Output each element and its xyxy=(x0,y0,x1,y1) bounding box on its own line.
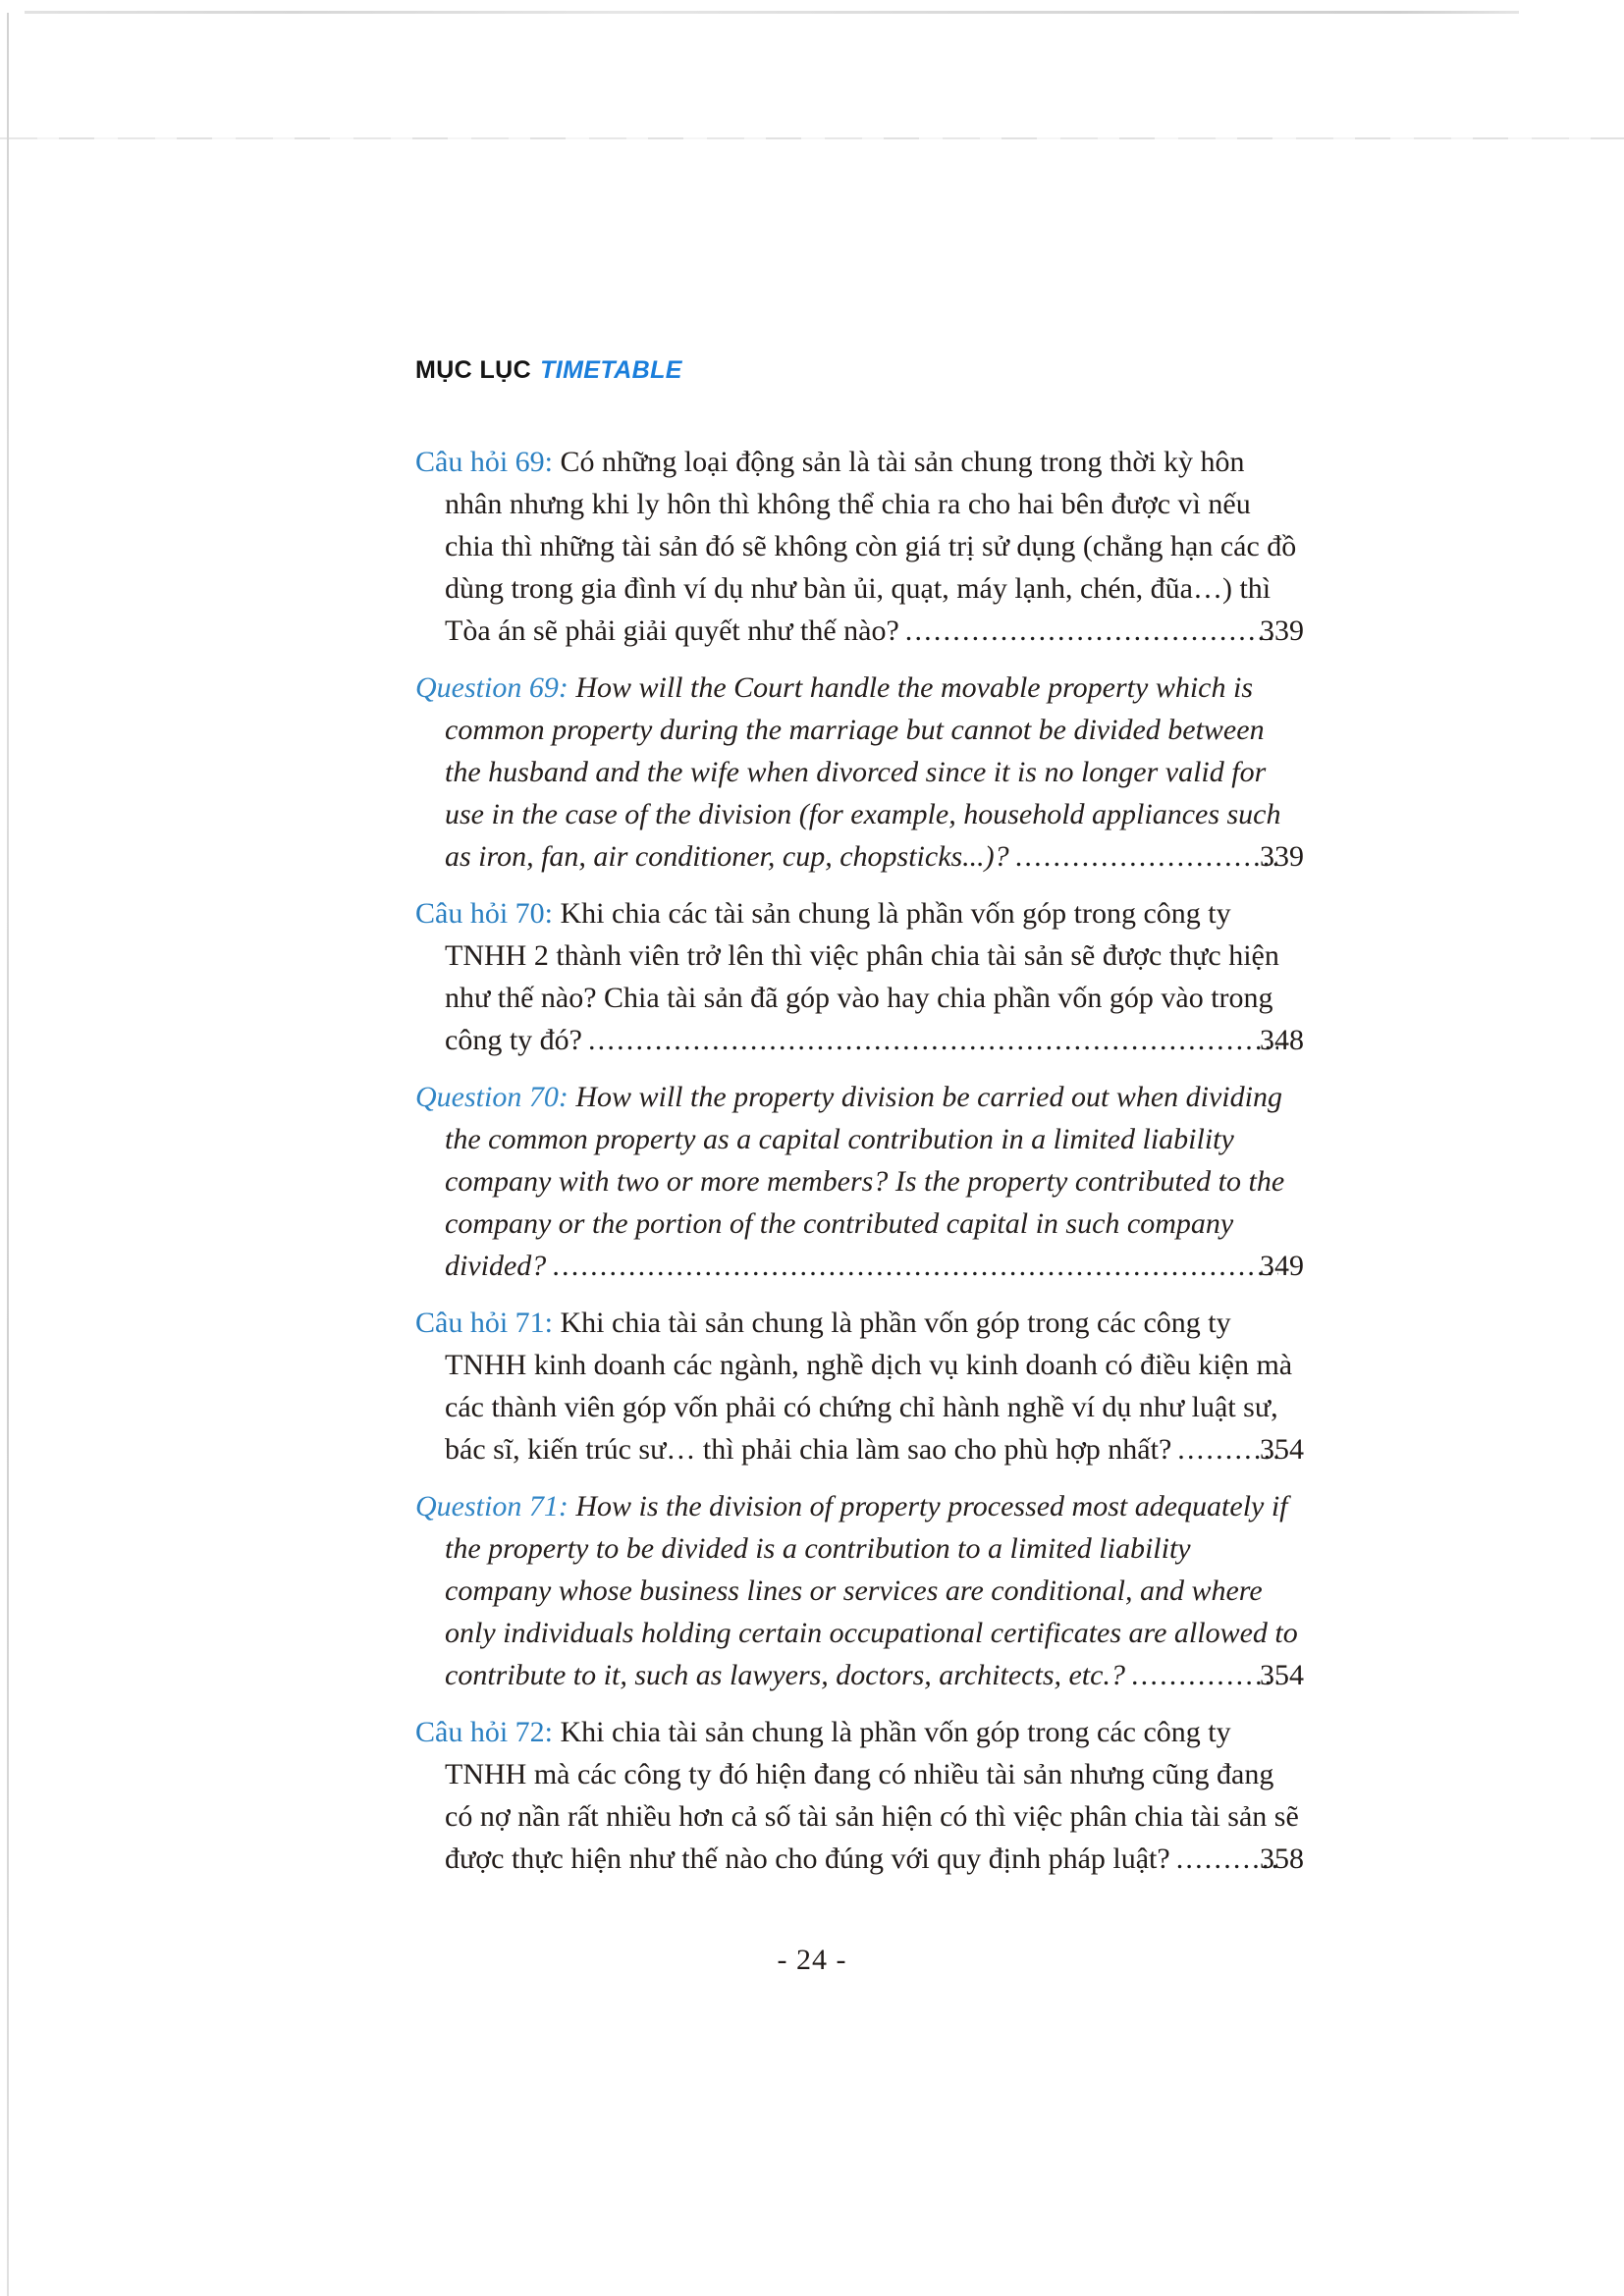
toc-entry-label: Question 70: xyxy=(415,1081,568,1113)
toc-entry-text: Khi chia tài sản chung là phần vốn góp trong các công ty TNHH kinh doanh các ngành, nghề dịch vụ kinh doanh có điều kiện mà các thành viên góp vốn phải có chứng chỉ hành nghề ví dụ như luật sư, bác sĩ, kiến trúc sư… thì phải chia làm sao cho phù hợp nhất? xyxy=(445,1307,1293,1466)
scan-edge-top xyxy=(25,11,1519,14)
toc-entry-cau-hoi-69 xyxy=(415,441,1304,652)
page-header xyxy=(415,356,1304,385)
toc-entry-question-70 xyxy=(415,1076,1304,1287)
toc-entry-cau-hoi-72 xyxy=(415,1711,1304,1880)
toc-page-number: 348 xyxy=(1278,1019,1304,1061)
toc-entry-label: Câu hỏi 70: xyxy=(415,897,553,930)
dot-leader xyxy=(1171,1428,1177,1470)
dot-leader xyxy=(899,610,905,652)
toc-page-number: 354 xyxy=(1278,1428,1304,1470)
page-number-footer: - 24 - xyxy=(777,1944,847,1976)
toc-page-number: 339 xyxy=(1278,610,1304,652)
header-title-english: TIMETABLE xyxy=(540,356,682,384)
toc-page-number: 339 xyxy=(1278,835,1304,878)
toc-entry-text: Khi chia tài sản chung là phần vốn góp trong các công ty TNHH mà các công ty đó hiện đang có nhiều tài sản nhưng cũng đang có nợ nần rất nhiều hơn cả số tài sản hiện có thì việc phân chia tài sản sẽ được thực hiện như thế nào cho đúng với quy định pháp luật? xyxy=(445,1716,1299,1875)
toc-page-number: 354 xyxy=(1278,1654,1304,1696)
toc-entry-text: Có những loại động sản là tài sản chung trong thời kỳ hôn nhân nhưng khi ly hôn thì không thể chia ra cho hai bên được vì nếu chia thì những tài sản đó sẽ không còn giá trị sử dụng (chẳng hạn các đồ dùng trong gia đình ví dụ như bàn ủi, quạt, máy lạnh, chén, đũa…) thì Tòa án sẽ phải giải quyết như thế nào? xyxy=(445,446,1297,647)
toc-entry-text: How will the Court handle the movable property which is common property during the marriage but cannot be divided between the husband and the wife when divorced since it is no longer valid for use in the case of the division (for example, household appliances such as iron, fan, air conditioner, cup, chopsticks...)? xyxy=(445,671,1281,873)
dot-leader xyxy=(582,1019,588,1061)
dot-leader xyxy=(546,1245,552,1287)
scan-line-middle xyxy=(0,137,1624,139)
toc-entry-question-69 xyxy=(415,667,1304,878)
toc-entry-label: Question 69: xyxy=(415,671,568,704)
toc-entry-text: How will the property division be carried out when dividing the common property as a capital contribution in a limited liability company with two or more members? Is the property contributed to the company or the portion of the contributed capital in such company divided? xyxy=(445,1081,1285,1282)
toc-page-number: 358 xyxy=(1278,1838,1304,1880)
toc-entry-label: Câu hỏi 71: xyxy=(415,1307,553,1339)
toc-entry-question-71 xyxy=(415,1485,1304,1696)
toc-entry-cau-hoi-70 xyxy=(415,892,1304,1061)
header-title-vietnamese: MỤC LỤC xyxy=(415,356,532,384)
toc-entry-cau-hoi-71 xyxy=(415,1302,1304,1470)
toc-entry-text: Khi chia các tài sản chung là phần vốn góp trong công ty TNHH 2 thành viên trở lên thì việc phân chia tài sản sẽ được thực hiện như thế nào? Chia tài sản đã góp vào hay chia phần vốn góp vào trong công ty đó? xyxy=(445,897,1279,1056)
toc-list xyxy=(415,441,1304,1880)
toc-page-number: 349 xyxy=(1278,1245,1304,1287)
dot-leader xyxy=(1170,1838,1176,1880)
toc-entry-label: Câu hỏi 69: xyxy=(415,446,553,478)
toc-entry-label: Câu hỏi 72: xyxy=(415,1716,553,1748)
toc-entry-text: How is the division of property processed most adequately if the property to be divided is a contribution to a limited liability company whose business lines or services are conditional, and where only individuals holding certain occupational certificates are allowed to contribute to it, such as lawyers, doctors, architects, etc.? xyxy=(445,1490,1298,1691)
page-content xyxy=(415,356,1304,1895)
toc-entry-label: Question 71: xyxy=(415,1490,568,1522)
dot-leader xyxy=(1125,1654,1131,1696)
dot-leader xyxy=(1009,835,1015,878)
